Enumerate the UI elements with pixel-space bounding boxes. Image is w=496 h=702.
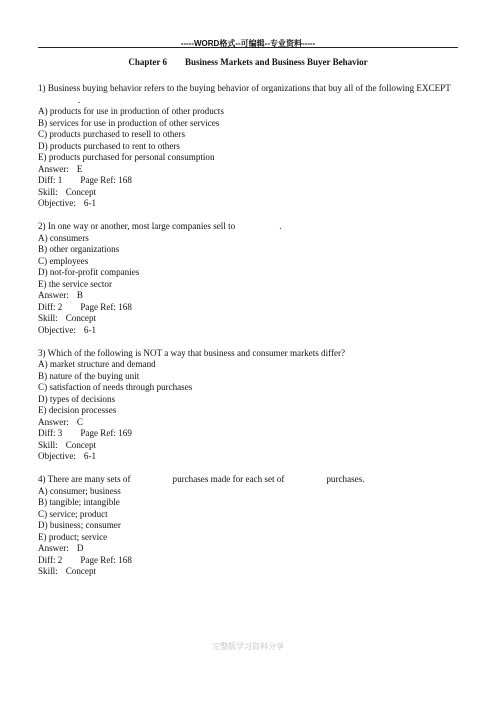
skill-line: Skill: Concept xyxy=(38,566,97,576)
option-a: A) market structure and demand xyxy=(38,359,156,369)
option-c: C) satisfaction of needs through purchases xyxy=(38,382,193,392)
chapter-title xyxy=(0,57,496,67)
answer-line: Answer: C xyxy=(38,416,83,427)
option-b: B) tangible; intangible xyxy=(38,497,120,507)
option-e: E) product; service xyxy=(38,531,108,542)
chapter-number: Chapter 6 xyxy=(128,57,167,67)
page-footer: 完整版学习资料分享 xyxy=(212,642,284,651)
option-e: E) decision processes xyxy=(38,405,117,415)
difficulty-line: Diff: 1 Page Ref: 168 xyxy=(38,175,132,185)
option-a: A) consumer; business xyxy=(38,485,121,496)
difficulty-line: Diff: 3 Page Ref: 169 xyxy=(38,428,132,438)
option-b: B) nature of the buying unit xyxy=(38,370,140,381)
question-stem: 3) Which of the following is NOT a way that business and consumer markets differ? xyxy=(38,347,346,358)
chapter-name: Business Markets and Business Buyer Behavior xyxy=(184,57,368,67)
question-2 xyxy=(38,221,462,336)
option-d: D) types of decisions xyxy=(38,393,116,404)
objective-line: Objective: 6-1 xyxy=(38,324,97,335)
question-stem: 1) Business buying behavior refers to the buying behavior of organizations that buy all of the following EXCEPT. xyxy=(38,83,451,105)
option-d: D) not-for-profit companies xyxy=(38,267,140,277)
option-c: C) employees xyxy=(38,255,89,266)
objective-line: Objective: 6-1 xyxy=(38,198,97,208)
answer-line: Answer: D xyxy=(38,543,84,553)
option-d: D) business; consumer xyxy=(38,520,121,530)
skill-line: Skill: Concept xyxy=(38,439,97,450)
question-1 xyxy=(38,83,462,210)
question-stem: 2) In one way or another, most large companies sell to . xyxy=(38,221,282,231)
option-e: E) the service sector xyxy=(38,278,112,289)
option-a: A) products for use in production of other products xyxy=(38,106,224,116)
difficulty-line: Diff: 2 Page Ref: 168 xyxy=(38,301,132,312)
option-c: C) service; product xyxy=(38,508,108,519)
option-b: B) services for use in production of other services xyxy=(38,117,220,128)
page-header: -----WORD格式--可编辑--专业资料----- xyxy=(180,39,316,48)
skill-line: Skill: Concept xyxy=(38,186,97,197)
skill-line: Skill: Concept xyxy=(38,313,97,323)
option-a: A) consumers xyxy=(38,232,89,243)
option-e: E) products purchased for personal consumption xyxy=(38,152,215,162)
header-divider xyxy=(38,47,458,48)
difficulty-line: Diff: 2 Page Ref: 168 xyxy=(38,554,132,565)
question-4 xyxy=(38,474,462,578)
option-d: D) products purchased to rent to others xyxy=(38,140,180,151)
question-stem: 4) There are many sets of purchases made for each set of purchases. xyxy=(38,474,365,484)
answer-line: Answer: E xyxy=(38,163,83,174)
option-c: C) products purchased to resell to others xyxy=(38,129,185,139)
objective-line: Objective: 6-1 xyxy=(38,451,97,461)
answer-line: Answer: B xyxy=(38,290,83,300)
question-3 xyxy=(38,348,462,463)
option-b: B) other organizations xyxy=(38,244,120,254)
question-list xyxy=(38,83,462,589)
